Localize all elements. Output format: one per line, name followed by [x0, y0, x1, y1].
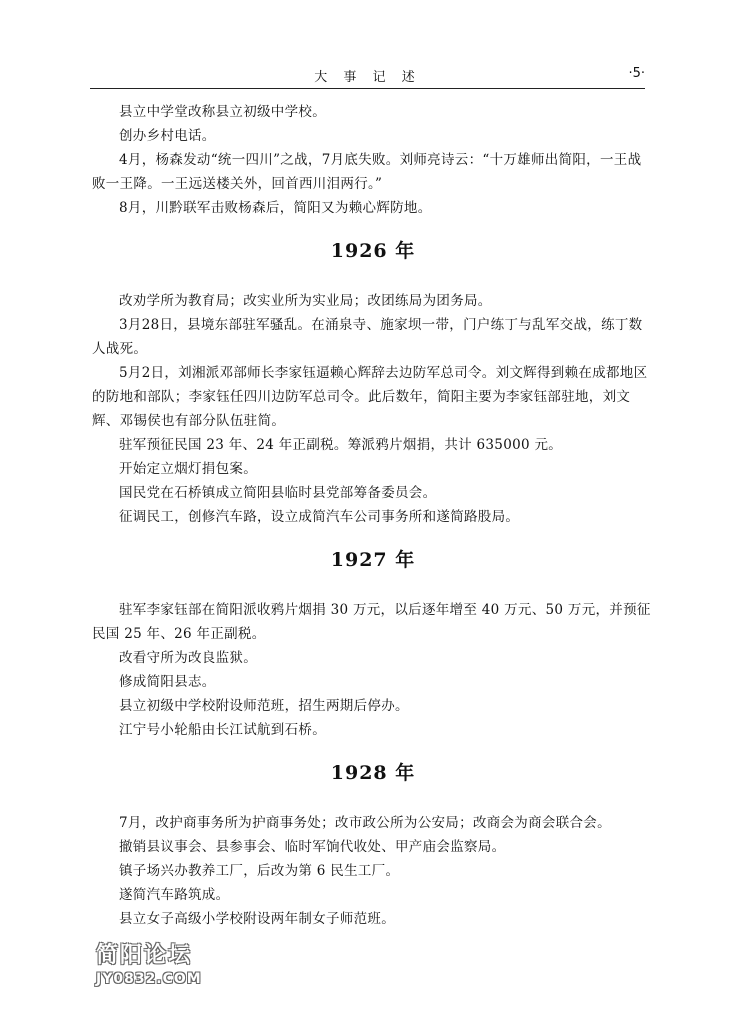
intro-paragraph: 8月，川黔联军击败杨森后，简阳又为赖心辉防地。 [119, 200, 432, 216]
intro-paragraph: 4月，杨森发动“统一四川”之战，7月底失败。刘师亮诗云：“十万雄师出简阳，一王战败一王降。一王远送楼关外，回首西川泪两行。” [92, 152, 642, 192]
section-paragraph: 改看守所为改良监狱。 [119, 650, 257, 666]
year-heading-1926: 1926 年 [330, 240, 416, 262]
year-heading-1927: 1927 年 [330, 549, 416, 571]
section-paragraph: 修成简阳县志。 [119, 674, 216, 690]
page-number: ·5· [628, 66, 645, 81]
section-paragraph: 3月28日，县境东部驻军骚乱。在涌泉寺、施家坝一带，门户练丁与乱军交战，练丁数人战死。 [92, 317, 643, 357]
year-heading-1928: 1928 年 [330, 762, 416, 784]
section-paragraph: 遂简汽车路筑成。 [119, 887, 230, 903]
section-paragraph: 江宁号小轮船由长江试航到石桥。 [119, 722, 326, 738]
section-paragraph: 7月，改护商事务所为护商事务处；改市政公所为公安局；改商会为商会联合会。 [119, 815, 611, 831]
header-title: 大 事 记 述 [314, 70, 421, 85]
section-paragraph: 驻军李家钰部在简阳派收鸦片烟捐 30 万元，以后逐年增至 40 万元、50 万元，并预征民国 25 年、26 年正副税。 [92, 602, 651, 642]
section-paragraph: 县立女子高级小学校附设两年制女子师范班。 [119, 911, 395, 927]
watermark-text-en: JY0832.COM [96, 971, 202, 987]
section-paragraph: 县立初级中学校附设师范班，招生两期后停办。 [119, 698, 409, 714]
intro-paragraph: 创办乡村电话。 [119, 128, 216, 144]
intro-paragraph: 县立中学堂改称县立初级中学校。 [119, 104, 326, 120]
section-paragraph: 国民党在石桥镇成立简阳县临时县党部筹备委员会。 [119, 485, 437, 501]
section-paragraph: 撤销县议事会、县参事会、临时军饷代收处、甲产庙会监察局。 [119, 839, 506, 855]
section-paragraph: 镇子场兴办教养工厂，后改为第 6 民生工厂。 [119, 863, 400, 879]
watermark [96, 938, 216, 998]
section-paragraph: 5月2日，刘湘派邓部师长李家钰逼赖心辉辞去边防军总司令。刘文辉得到赖在成都地区的防地和部队；李家钰任四川边防军总司令。此后数年，简阳主要为李家钰部驻地，刘文辉、邓锡侯也有部分队伍驻简。 [92, 365, 648, 429]
section-paragraph: 驻军预征民国 23 年、24 年正副税。筹派鸦片烟捐，共计 635000 元。 [119, 437, 563, 453]
page-content [92, 100, 654, 931]
section-paragraph: 征调民工，创修汽车路，设立成简汽车公司事务所和遂简路股局。 [119, 509, 520, 525]
page-header [90, 64, 645, 89]
section-paragraph: 改劝学所为教育局；改实业所为实业局；改团练局为团务局。 [119, 293, 492, 309]
watermark-text-cn: 简阳论坛 [96, 943, 193, 968]
section-paragraph: 开始定立烟灯捐包案。 [119, 461, 257, 477]
